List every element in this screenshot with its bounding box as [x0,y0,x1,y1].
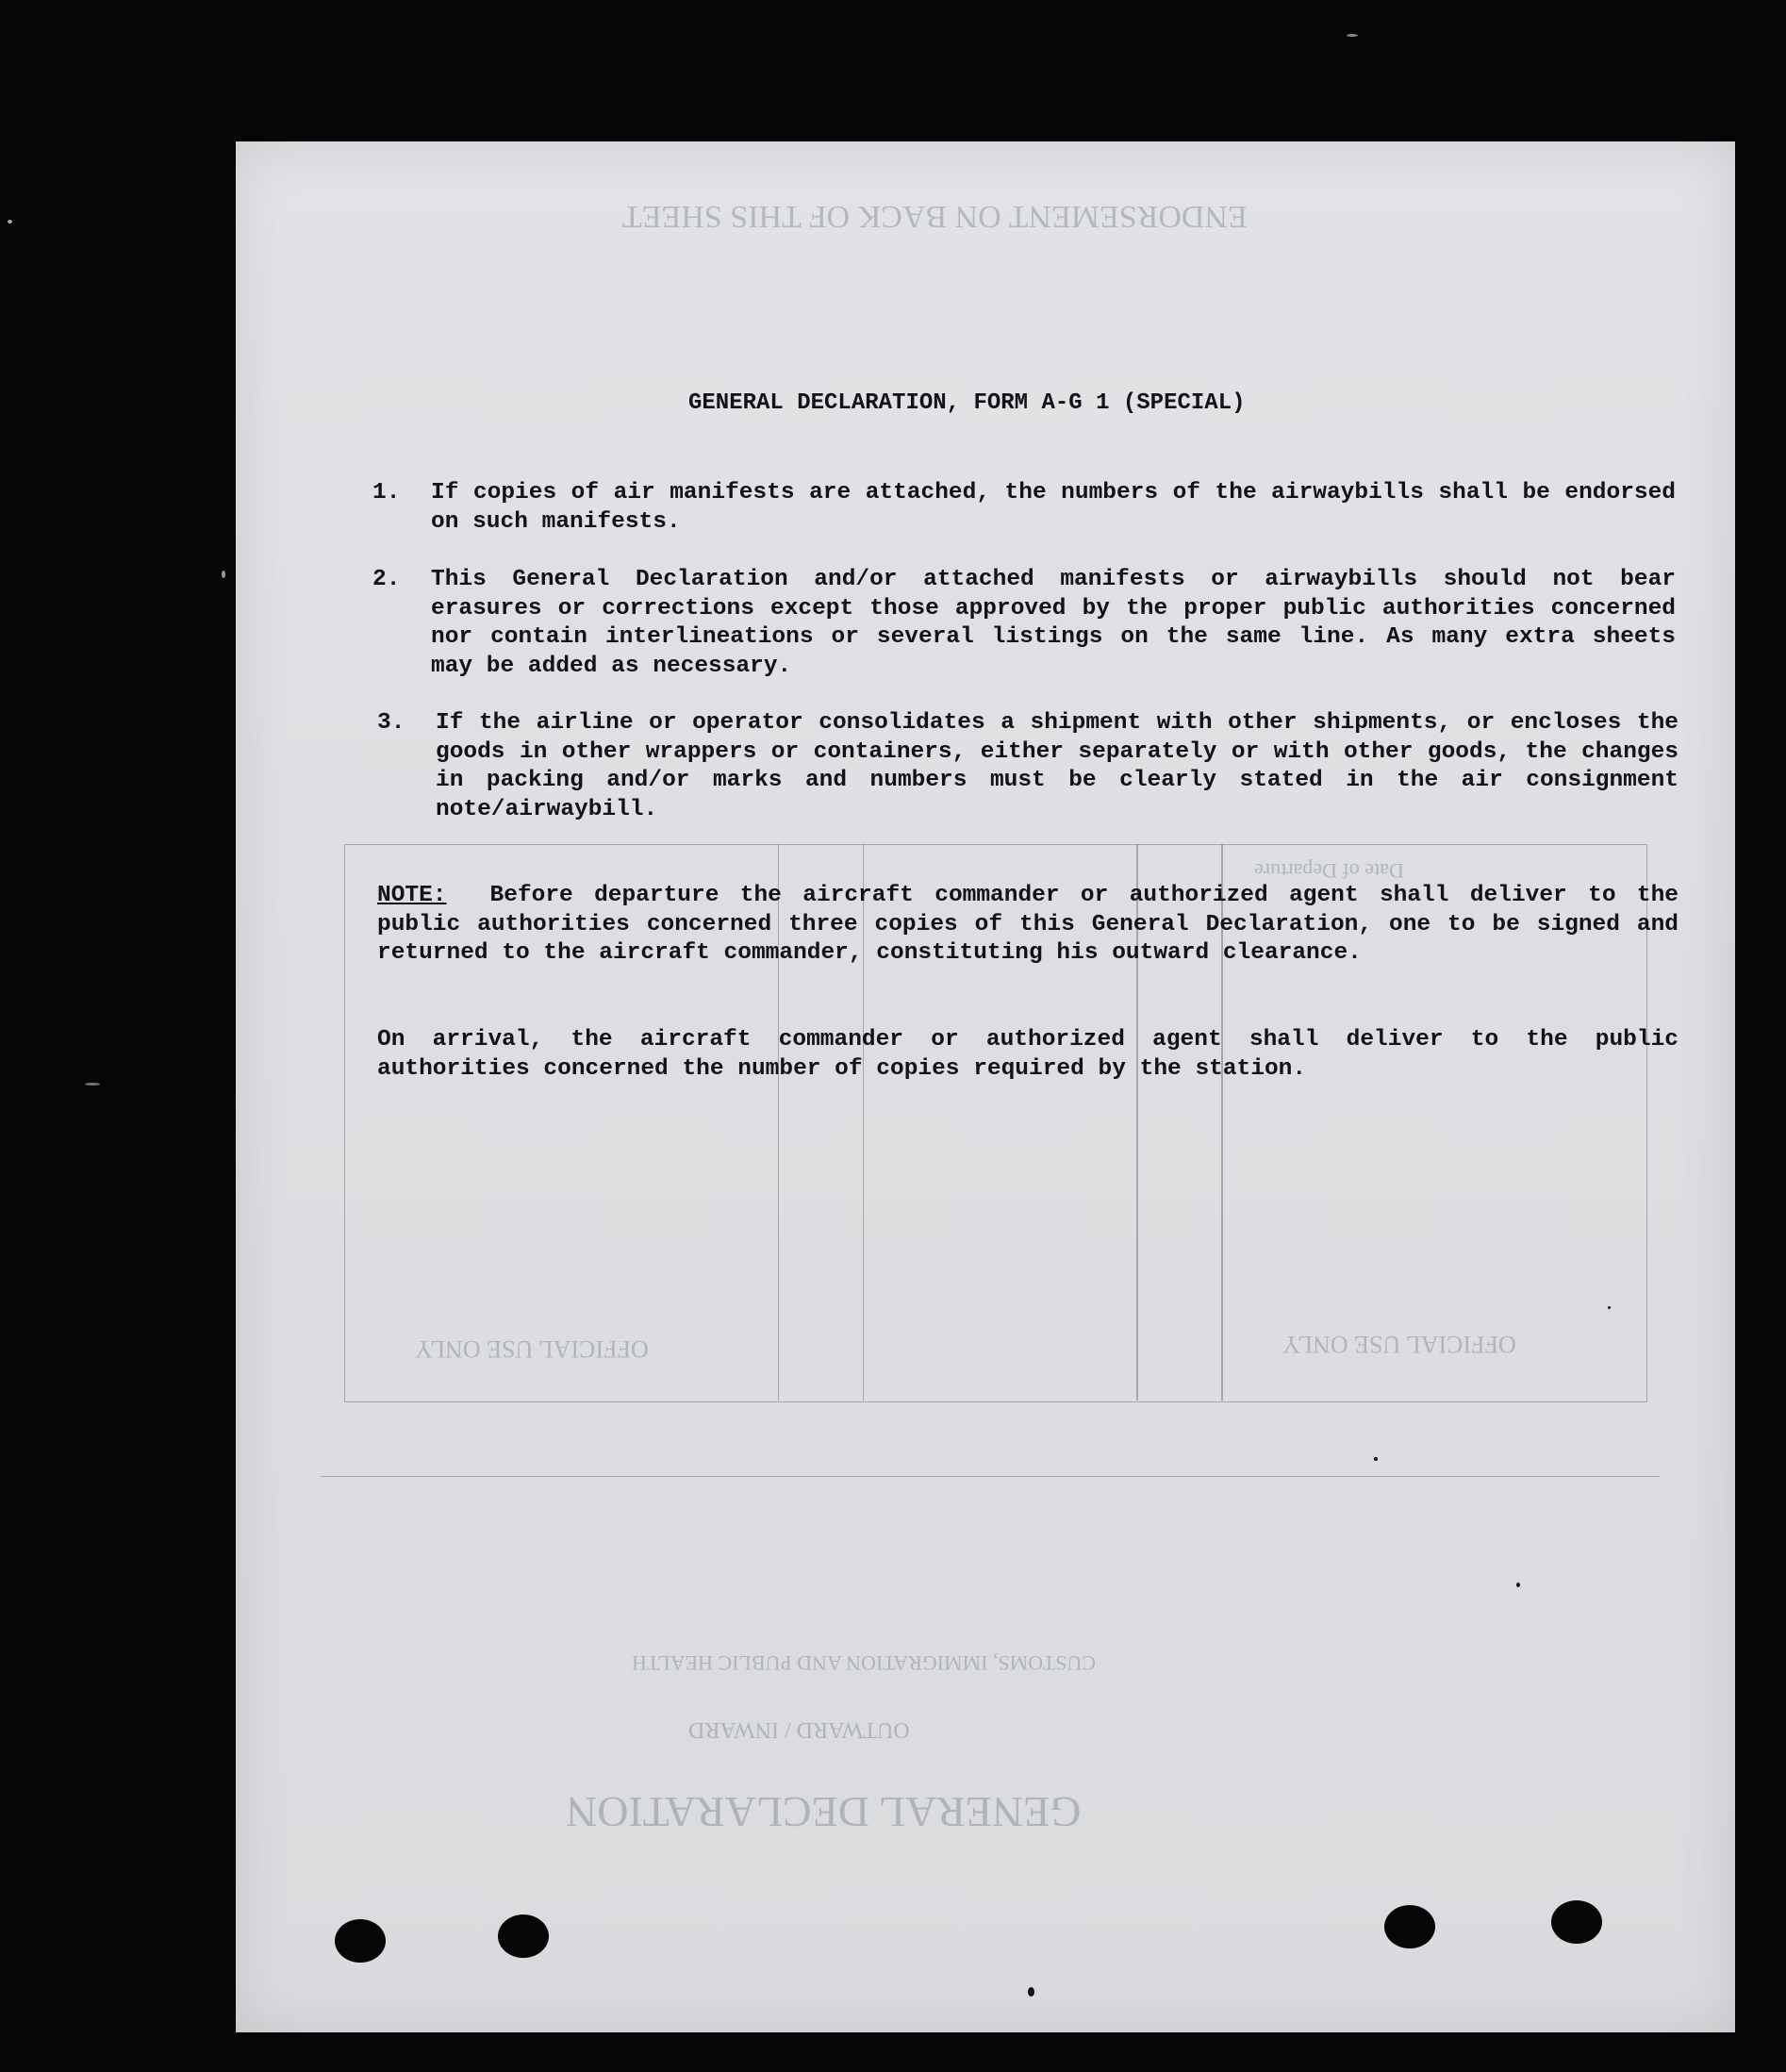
scan-speck [1516,1583,1520,1587]
scan-speck [85,1083,100,1086]
scan-speck [1028,1987,1034,1997]
document-page [236,141,1735,2032]
ghost-lettering: ENDORSEMENT ON BACK OF THIS SHEET [622,199,1248,234]
note-label: NOTE: [377,883,447,908]
arrival-text: On arrival, the aircraft commander or authorized agent shall deliver to the public authorities concerned the number of copies required by the station. [377,1027,1679,1082]
instruction-item [372,566,1676,681]
item-number: 3. [377,710,405,736]
item-text: If copies of air manifests are attached, the numbers of the airwaybills shall be endorsed on such manifests. [431,480,1676,535]
scan-speck [1374,1457,1378,1461]
ghost-lettering: CUSTOMS, IMMIGRATION AND PUBLIC HEALTH [632,1651,1096,1675]
ghost-lettering: GENERAL DECLARATION [566,1788,1082,1836]
ghost-lettering: OUTWARD / INWARD [688,1717,910,1742]
punch-hole [335,1919,386,1963]
punch-hole [1384,1905,1435,1948]
instructions [236,141,1735,1085]
scan-speck [222,571,225,578]
ghost-rule [321,1476,1660,1477]
instruction-item [377,709,1679,824]
item-text: If the airline or operator consolidates a shipment with other shipments, or encloses the goods in other wrappers or containers, either separately or with other goods, the changes in packing and/or marks and numbers must be clearly stated in the air consignment note/airwaybill. [436,710,1679,822]
punch-hole [498,1915,549,1958]
item-text: This General Declaration and/or attached manifests or airwaybills should not bear erasures or corrections except those approved by the proper public authorities concerned nor contain interlineations or several listings on the same line. As many extra sheets may be added as necessary. [431,567,1676,679]
item-number: 1. [372,480,401,506]
punch-hole [1551,1900,1602,1944]
scan-speck [1608,1306,1611,1309]
ghost-lettering: OFFICIAL USE ONLY [415,1335,649,1363]
note-paragraph [377,882,1679,969]
note-text: Before departure the aircraft commander or authorized agent shall deliver to the public authorities concerned three copies of this General Declaration, one to be signed and returned to the aircraft commander, constituting his outward clearance. [377,883,1679,966]
scan-speck [1347,34,1358,37]
scan-speck [8,220,12,224]
form-title: GENERAL DECLARATION, FORM A-G 1 (SPECIAL) [688,390,1246,416]
ghost-lettering: OFFICIAL USE ONLY [1282,1331,1516,1358]
arrival-paragraph [377,1026,1679,1084]
ghost-lettering: Date of Departure [1254,859,1404,883]
instruction-item [372,479,1676,537]
item-number: 2. [372,567,401,592]
